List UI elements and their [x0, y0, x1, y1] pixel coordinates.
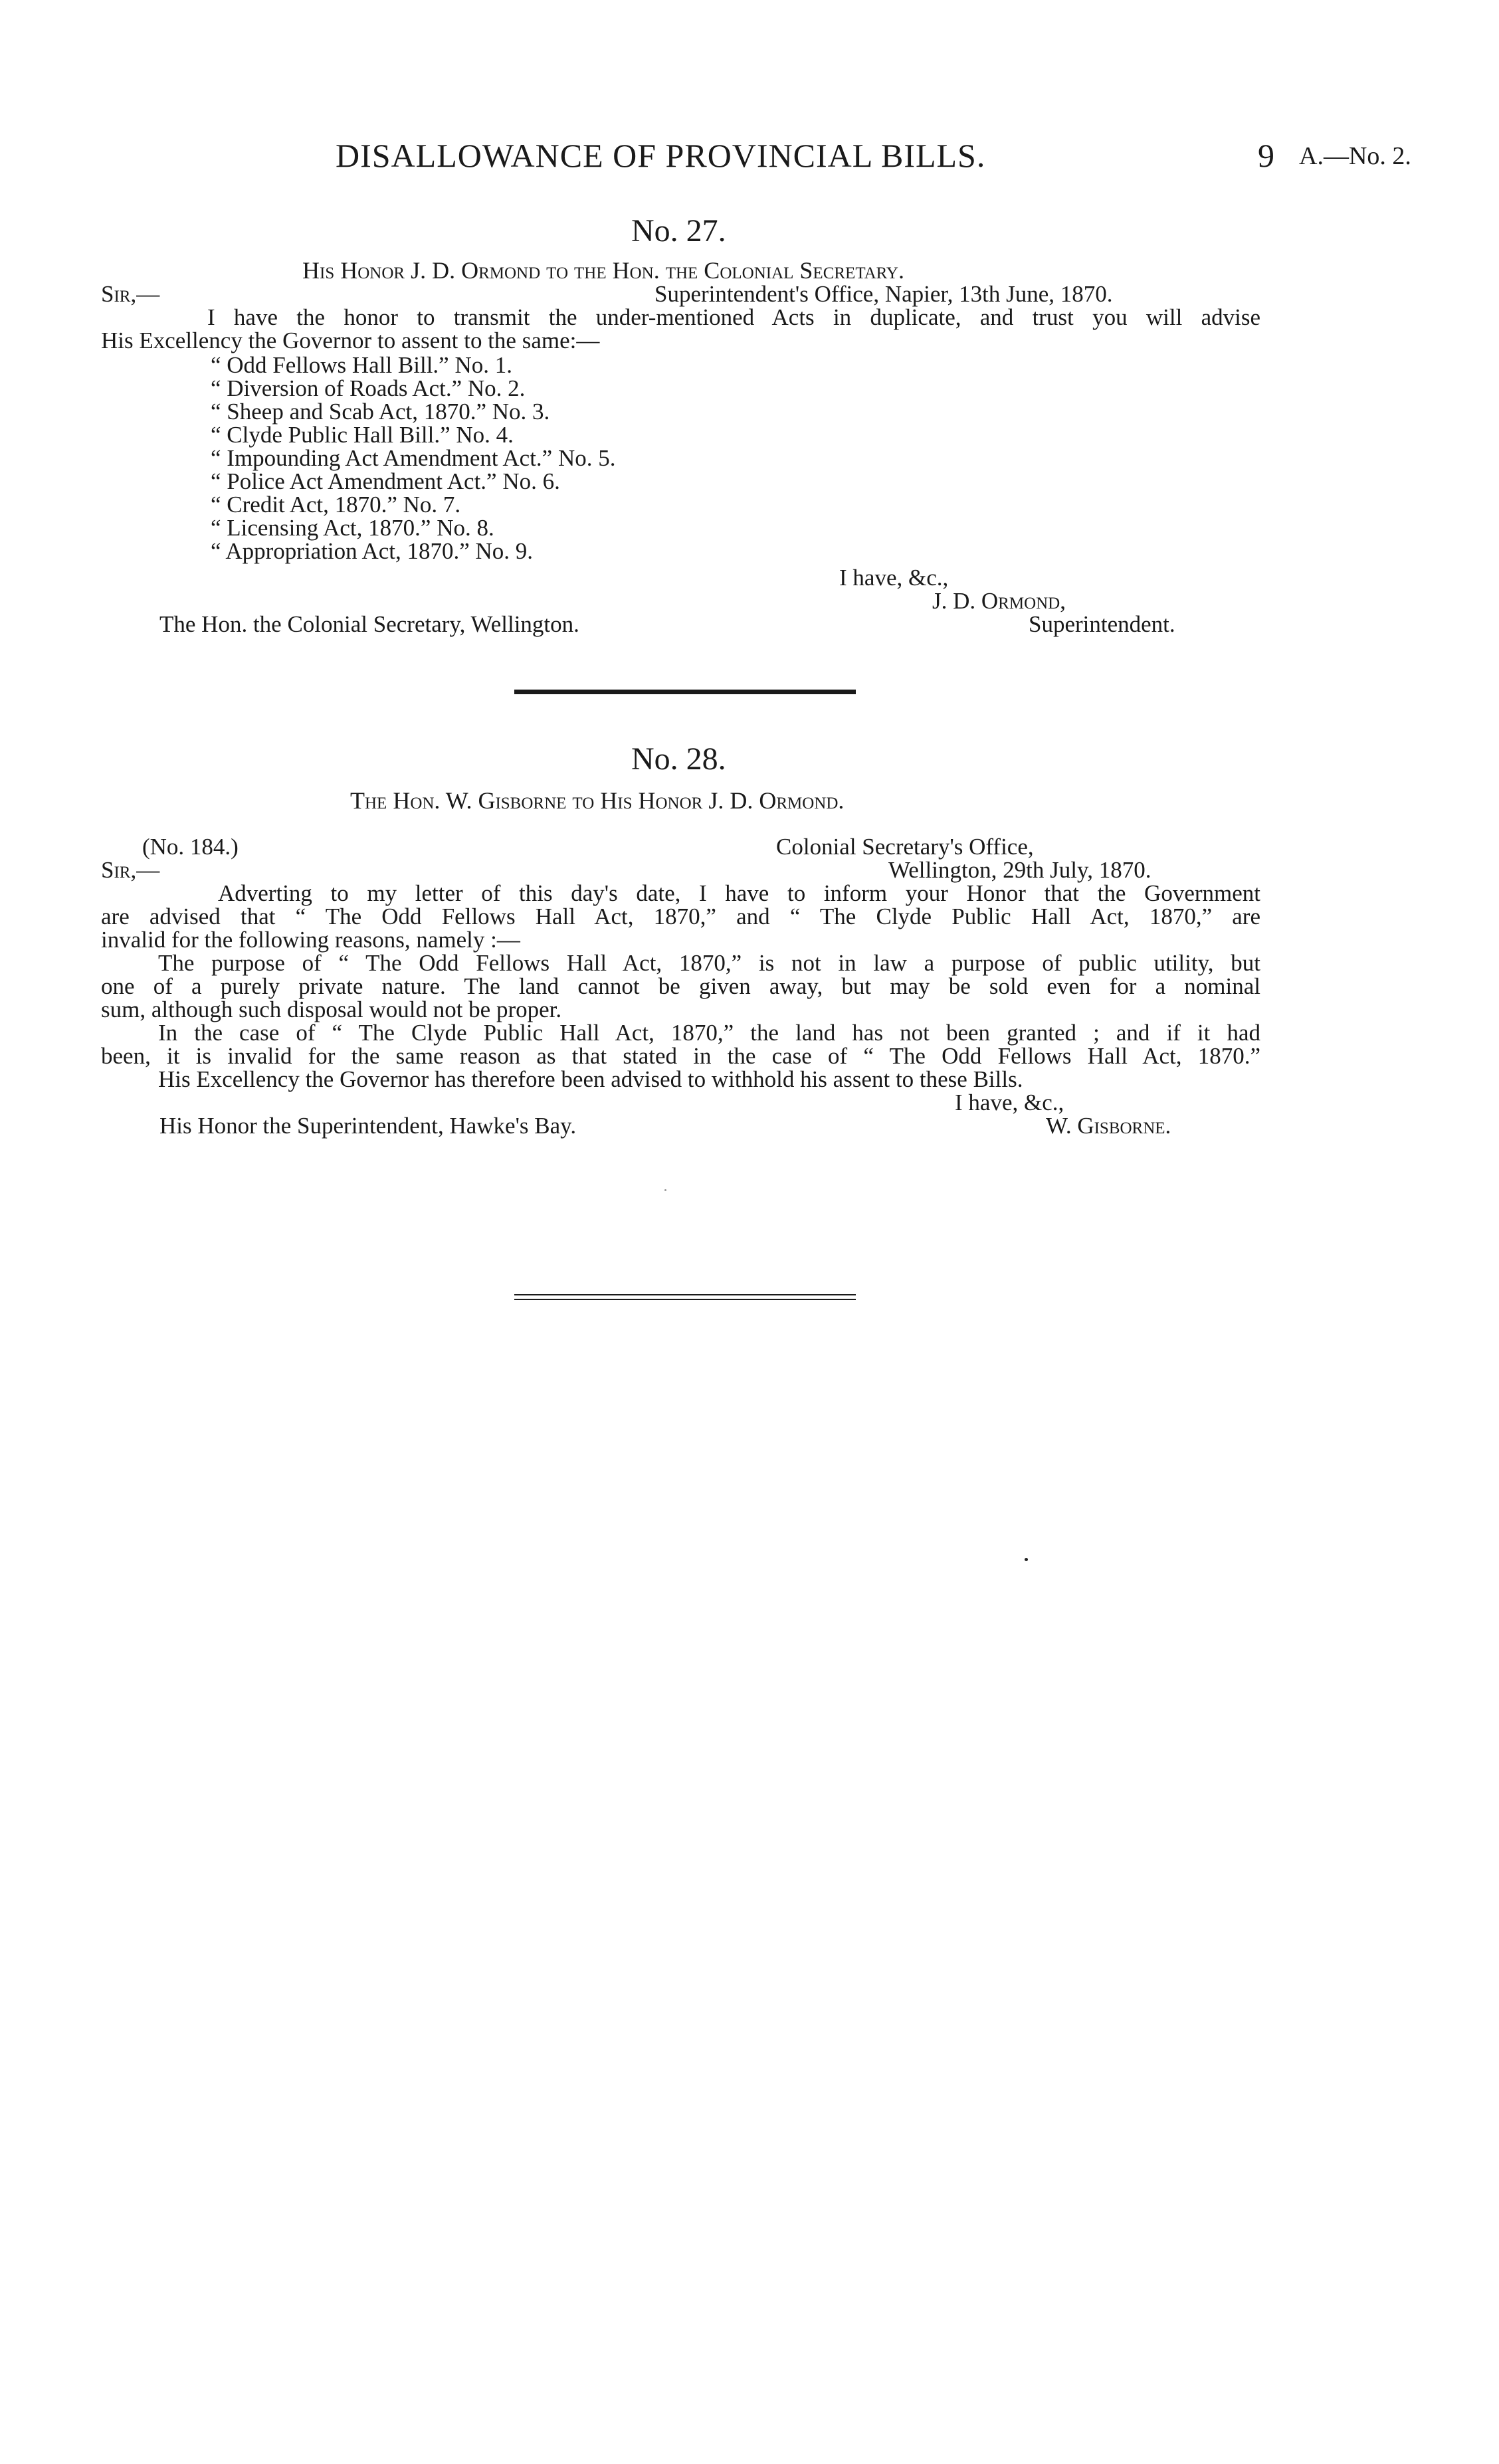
act-item: “ Diversion of Roads Act.” No. 2.: [211, 375, 526, 401]
letter-27-number: No. 27.: [631, 213, 726, 248]
act-item: “ Impounding Act Amendment Act.” No. 5.: [211, 445, 616, 471]
letter-27-addressee: The Hon. the Colonial Secretary, Wellington.: [159, 611, 579, 637]
letter-28-heading: The Hon. W. Gisborne to His Honor J. D. Ormond.: [350, 787, 845, 814]
body-line: been, it is invalid for the same reason as that stated in the case of “ The Odd Fellows Hall Act, 1870.”: [101, 1043, 1260, 1069]
letter-27-heading: His Honor J. D. Ormond to the Hon. the Colonial Secretary.: [302, 257, 904, 284]
act-item: “ Licensing Act, 1870.” No. 8.: [211, 515, 494, 541]
letter-28-signature: W. Gisborne.: [1046, 1113, 1171, 1139]
letter-27-salutation: Sir,—: [101, 281, 160, 307]
letter-27-closing: I have, &c.,: [839, 565, 949, 591]
body-line: The purpose of “ The Odd Fellows Hall Act, 1870,” is not in law a purpose of public utility, but: [158, 950, 1260, 976]
act-item: “ Police Act Amendment Act.” No. 6.: [211, 468, 560, 494]
letter-27-place-date: Superintendent's Office, Napier, 13th June, 1870.: [654, 281, 1113, 307]
end-rule-top: [514, 1294, 856, 1295]
body-line: sum, although such disposal would not be proper.: [101, 996, 562, 1022]
scan-speck: [664, 1189, 666, 1191]
body-line: His Excellency the Governor has therefore been advised to withhold his assent to these Bills.: [158, 1066, 1023, 1092]
letter-27-signature: J. D. Ormond,: [932, 588, 1066, 614]
letter-28-addressee: His Honor the Superintendent, Hawke's Bay.: [159, 1113, 577, 1139]
letter-27-body-line1: I have the honor to transmit the under-mentioned Acts in duplicate, and trust you will advise: [207, 304, 1260, 330]
act-item: “ Appropriation Act, 1870.” No. 9.: [211, 538, 534, 564]
letter-28-reference: (No. 184.): [142, 834, 239, 860]
end-rule-bottom: [514, 1299, 856, 1300]
body-line: are advised that “ The Odd Fellows Hall Act, 1870,” and “ The Clyde Public Hall Act, 1870,” are: [101, 903, 1260, 929]
letter-28-number: No. 28.: [631, 741, 726, 777]
separator-rule: [514, 690, 856, 694]
body-line: one of a purely private nature. The land cannot be given away, but may be sold even for a nominal: [101, 973, 1260, 999]
letter-27-signature-title: Superintendent.: [1029, 611, 1175, 637]
page-number: 9: [1258, 137, 1275, 174]
act-item: “ Sheep and Scab Act, 1870.” No. 3.: [211, 399, 550, 425]
act-item: “ Clyde Public Hall Bill.” No. 4.: [211, 422, 514, 448]
letter-28-closing: I have, &c.,: [955, 1090, 1064, 1115]
letter-27-body-line2: His Excellency the Governor to assent to the same:—: [101, 328, 600, 353]
letter-28-office: Colonial Secretary's Office,: [776, 834, 1034, 860]
act-item: “ Odd Fellows Hall Bill.” No. 1.: [211, 352, 512, 378]
series-number: A.—No. 2.: [1299, 142, 1411, 170]
act-item: “ Credit Act, 1870.” No. 7.: [211, 492, 461, 518]
scan-speck: [1025, 1558, 1028, 1561]
body-line: In the case of “ The Clyde Public Hall Act, 1870,” the land has not been granted ; and if it had: [158, 1020, 1260, 1046]
letter-28-salutation: Sir,—: [101, 857, 160, 883]
letter-28-place-date: Wellington, 29th July, 1870.: [888, 857, 1151, 883]
body-line: invalid for the following reasons, namely :—: [101, 927, 520, 953]
body-line: Adverting to my letter of this day's date, I have to inform your Honor that the Government: [218, 880, 1260, 906]
page-header-title: DISALLOWANCE OF PROVINCIAL BILLS.: [336, 137, 986, 174]
